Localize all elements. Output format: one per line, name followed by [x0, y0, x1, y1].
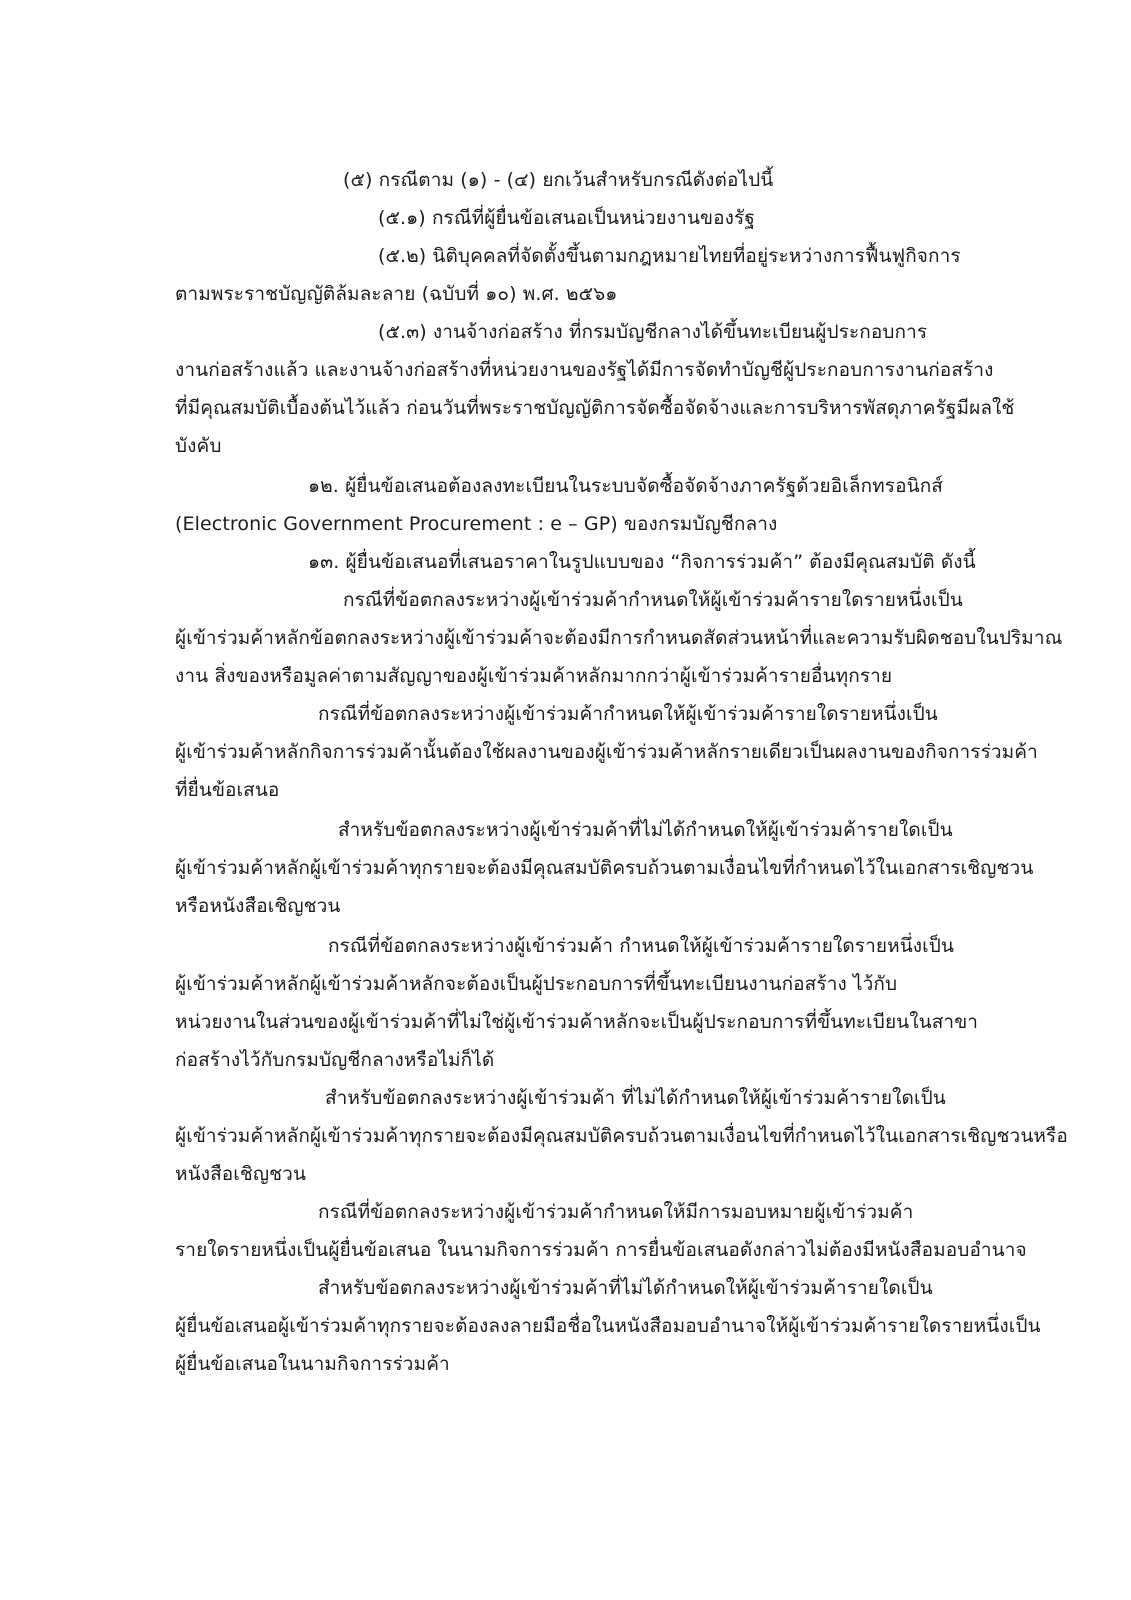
text-line: ผู้ยื่นข้อเสนอในนามกิจการร่วมค้า [175, 1353, 450, 1375]
text-line: ผู้เข้าร่วมค้าหลักข้อตกลงระหว่างผู้เข้าร่วมค้าจะต้องมีการกำหนดสัดส่วนหน้าที่และความรับผิดชอบในปริมาณ [175, 627, 1063, 649]
text-line: ๑๒. ผู้ยื่นข้อเสนอต้องลงทะเบียนในระบบจัดซื้อจัดจ้างภาครัฐด้วยอิเล็กทรอนิกส์ [308, 475, 944, 497]
text-line: สำหรับข้อตกลงระหว่างผู้เข้าร่วมค้าที่ไม่ได้กำหนดให้ผู้เข้าร่วมค้ารายใดเป็น [338, 819, 953, 841]
text-line: ๑๓. ผู้ยื่นข้อเสนอที่เสนอราคาในรูปแบบของ “กิจการร่วมค้า” ต้องมีคุณสมบัติ ดังนี้ [308, 551, 976, 573]
text-line: สำหรับข้อตกลงระหว่างผู้เข้าร่วมค้า ที่ไม่ได้กำหนดให้ผู้เข้าร่วมค้ารายใดเป็น [325, 1087, 946, 1109]
text-line: กรณีที่ข้อตกลงระหว่างผู้เข้าร่วมค้า กำหนดให้ผู้เข้าร่วมค้ารายใดรายหนึ่งเป็น [328, 935, 955, 957]
text-line: กรณีที่ข้อตกลงระหว่างผู้เข้าร่วมค้ากำหนดให้ผู้เข้าร่วมค้ารายใดรายหนึ่งเป็น [343, 589, 963, 611]
text-line: (๕.๒) นิติบุคคลที่จัดตั้งขึ้นตามกฎหมายไทยที่อยู่ระหว่างการฟื้นฟูกิจการ [378, 245, 961, 267]
text-line: ตามพระราชบัญญัติล้มละลาย (ฉบับที่ ๑๐) พ.ศ. ๒๕๖๑ [175, 283, 618, 305]
text-line: ผู้เข้าร่วมค้าหลักผู้เข้าร่วมค้าทุกรายจะต้องมีคุณสมบัติครบถ้วนตามเงื่อนไขที่กำหนดไว้ในเอกสารเชิญชวน [175, 857, 1034, 879]
text-line: งาน สิ่งของหรือมูลค่าตามสัญญาของผู้เข้าร่วมค้าหลักมากกว่าผู้เข้าร่วมค้ารายอื่นทุกราย [175, 665, 893, 687]
text-line: ก่อสร้างไว้กับกรมบัญชีกลางหรือไม่ก็ได้ [175, 1049, 495, 1071]
text-line: (Electronic Government Procurement : e – GP) ของกรมบัญชีกลาง [175, 513, 778, 535]
text-line: บังคับ [175, 435, 222, 457]
text-line: หน่วยงานในส่วนของผู้เข้าร่วมค้าที่ไม่ใช่ผู้เข้าร่วมค้าหลักจะเป็นผู้ประกอบการที่ขึ้นทะเบียนในสาขา [175, 1011, 979, 1033]
text-line: (๕.๑) กรณีที่ผู้ยื่นข้อเสนอเป็นหน่วยงานของรัฐ [378, 207, 755, 229]
text-line: หนังสือเชิญชวน [175, 1163, 307, 1185]
text-line: กรณีที่ข้อตกลงระหว่างผู้เข้าร่วมค้ากำหนดให้มีการมอบหมายผู้เข้าร่วมค้า [318, 1201, 914, 1223]
text-line: รายใดรายหนึ่งเป็นผู้ยื่นข้อเสนอ ในนามกิจการร่วมค้า การยื่นข้อเสนอดังกล่าวไม่ต้องมีหนังสือมอบอำนาจ [175, 1239, 1027, 1261]
text-line: (๕.๓) งานจ้างก่อสร้าง ที่กรมบัญชีกลางได้ขึ้นทะเบียนผู้ประกอบการ [378, 321, 928, 343]
text-line: งานก่อสร้างแล้ว และงานจ้างก่อสร้างที่หน่วยงานของรัฐได้มีการจัดทำบัญชีผู้ประกอบการงานก่อสร้าง [175, 359, 994, 381]
text-line: (๕) กรณีตาม (๑) - (๔) ยกเว้นสำหรับกรณีดังต่อไปนี้ [343, 169, 774, 191]
text-line: ที่ยื่นข้อเสนอ [175, 779, 280, 801]
text-line: สำหรับข้อตกลงระหว่างผู้เข้าร่วมค้าที่ไม่ได้กำหนดให้ผู้เข้าร่วมค้ารายใดเป็น [318, 1277, 933, 1299]
text-line: ผู้เข้าร่วมค้าหลักผู้เข้าร่วมค้าทุกรายจะต้องมีคุณสมบัติครบถ้วนตามเงื่อนไขที่กำหนดไว้ในเอกสารเชิญชวนหรือ [175, 1125, 1068, 1147]
text-line: ผู้เข้าร่วมค้าหลักกิจการร่วมค้านั้นต้องใช้ผลงานของผู้เข้าร่วมค้าหลักรายเดียวเป็นผลงานของกิจการร่วมค้า [175, 741, 1038, 763]
text-line: ผู้เข้าร่วมค้าหลักผู้เข้าร่วมค้าหลักจะต้องเป็นผู้ประกอบการที่ขึ้นทะเบียนงานก่อสร้าง ไว้กับ [175, 973, 898, 995]
text-line: กรณีที่ข้อตกลงระหว่างผู้เข้าร่วมค้ากำหนดให้ผู้เข้าร่วมค้ารายใดรายหนึ่งเป็น [318, 703, 938, 725]
text-line: ผู้ยื่นข้อเสนอผู้เข้าร่วมค้าทุกรายจะต้องลงลายมือชื่อในหนังสือมอบอำนาจให้ผู้เข้าร่วมค้ารายใดรายหนึ่งเป็น [175, 1315, 1041, 1337]
text-line: ที่มีคุณสมบัติเบื้องต้นไว้แล้ว ก่อนวันที่พระราชบัญญัติการจัดซื้อจัดจ้างและการบริหารพัสดุภาครัฐมีผลใช้ [175, 397, 1015, 419]
text-line: หรือหนังสือเชิญชวน [175, 895, 341, 917]
